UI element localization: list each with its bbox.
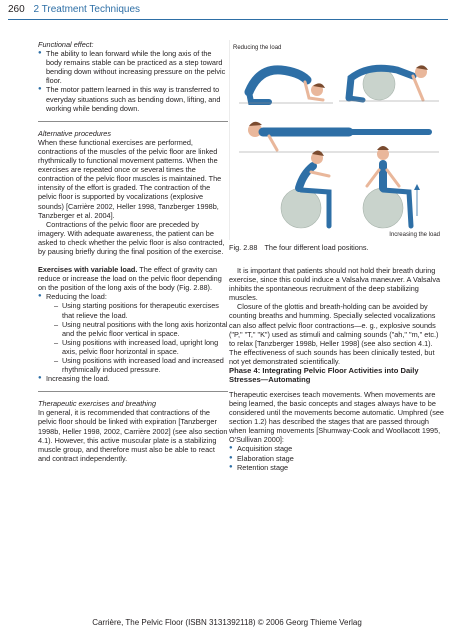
ball-kneeling-figure xyxy=(339,65,439,101)
figure-illustration xyxy=(229,40,444,240)
left-column xyxy=(38,40,228,463)
list-item-reducing xyxy=(38,292,228,374)
paragraph: Closure of the glottis and breath-holding can be avoided by counting breaths and humming. Specially selected vocalizations can also affect pelvic floor contractions—e. g., explosive sounds ("P," "T," "K") used as stimuli and calming sounds ("ah," "m," etc.) to relax [Tanzberger 1998b, Heller 1998] (see also section 4.1). The effectiveness of such sounds has been clinically tested, but not yet demonstrated scientifically. xyxy=(229,302,439,366)
page-number: 260 xyxy=(8,4,25,15)
figure-caption xyxy=(229,243,444,252)
sublist-item: – Using positions with increased load, upright long axis, pelvic floor horizontal in space. xyxy=(54,338,228,356)
chapter-title: 2 Treatment Techniques xyxy=(33,4,141,15)
list-item: ● The ability to lean forward while the long axis of the body remains stable can be practiced as a step toward bending down without increasing pressure on the pelvic floor. xyxy=(38,49,228,85)
sublist-item: – Using positions with increased load and increased rhythmically induced pressure. xyxy=(54,356,228,374)
list-item-increasing: ● Increasing the load. xyxy=(38,374,228,383)
sublist-item: – Using starting positions for therapeutic exercises that relieve the load. xyxy=(54,301,228,319)
load-list xyxy=(38,292,228,383)
figure-label-increasing: Increasing the load xyxy=(389,232,440,238)
paragraph: Therapeutic exercises teach movements. When movements are being learned, the basic concepts and stages always have to be considered until the movements become automatic. Umphred (see section 1.2) has described the stages that are passed through when learning movements [Shumway-Cook and Woollacott 1995, O'Sullivan 2000]: xyxy=(229,389,444,445)
paragraph: When these functional exercises are performed, contractions of the muscles of the pelvic floor are linked rhythmically to functional movement patterns. When the exercises are repeated once or several times the contraction of the pelvic floor muscles is maintained. The intensity of the effort is graded. The contraction of the pelvic floor is supported by vocalizations (explosive sounds) [Carrière 2002, Heller 1998, Tanzberger 1998b, Tanzberger et al. 2004]. xyxy=(38,137,222,220)
paragraph: Contractions of the pelvic floor are preceded by imagery. With adequate awareness, the patient can be asked to check whether the pelvic floor is also contracted, by pausing briefly during the final position of the exercise. xyxy=(38,219,225,256)
running-header xyxy=(8,4,140,15)
figure-number: Fig. 2.88 xyxy=(229,243,258,252)
section-divider xyxy=(38,121,228,122)
sitting-ball-figure xyxy=(281,150,329,228)
list-item: ● Retention stage xyxy=(229,463,444,472)
functional-effect-list xyxy=(38,49,228,113)
alternative-procedures-title: Alternative procedures xyxy=(38,128,112,138)
upright-ball-figure xyxy=(363,146,420,228)
reducing-sublist xyxy=(46,301,228,374)
list-item: ● The motor pattern learned in this way is transferred to everyday situations such as bending down, lifting, and working while bending down. xyxy=(38,85,228,112)
phase-4-title: Phase 4: Integrating Pelvic Floor Activities into Daily Stresses—Automating xyxy=(229,366,419,385)
stages-list xyxy=(229,444,444,471)
right-column xyxy=(229,266,444,472)
page-footer: Carrière, The Pelvic Floor (ISBN 3131392118) © 2006 Georg Thieme Verlag xyxy=(92,618,362,627)
list-item: ● Elaboration stage xyxy=(229,454,444,463)
header-rule xyxy=(8,19,448,20)
variable-load-text: The effect of gravity can reduce or increase the load on the pelvic floor depending on the position of the long axis of the body (Fig. 2.88). xyxy=(38,265,222,293)
functional-effect-title: Functional effect: xyxy=(38,40,94,49)
kneeling-figure xyxy=(239,70,333,103)
figure-label-reducing: Reducing the load xyxy=(233,45,282,51)
reducing-label: Reducing the load: xyxy=(46,292,107,302)
figure-load-positions xyxy=(229,40,444,240)
list-item: ● Acquisition stage xyxy=(229,444,444,453)
figure-caption-text: The four different load positions. xyxy=(264,243,369,252)
paragraph: In general, it is recommended that contractions of the pelvic floor should be linked with expiration [Tanzberger 1998b, Heller 1998, 2002, Carrière 2002] (see also section 4.1). However, this active muscular plate is a stabilizing muscle group, and therefore must also be able to react and contract independently. xyxy=(38,408,228,463)
paragraph: It is important that patients should not hold their breath during exercise, since this could induce a Valsalva maneuver. A Valsalva inhibits the spontaneous recruitment of the deep stabilizing muscles. xyxy=(229,266,441,303)
variable-load-lead: Exercises with variable load. xyxy=(38,265,138,275)
section-divider xyxy=(38,391,228,392)
lying-figure xyxy=(239,122,439,152)
breathing-title: Therapeutic exercises and breathing xyxy=(38,399,157,409)
variable-load-paragraph xyxy=(38,265,228,292)
sublist-item: – Using neutral positions with the long axis horizontal and the pelvic floor vertical in space. xyxy=(54,320,228,338)
